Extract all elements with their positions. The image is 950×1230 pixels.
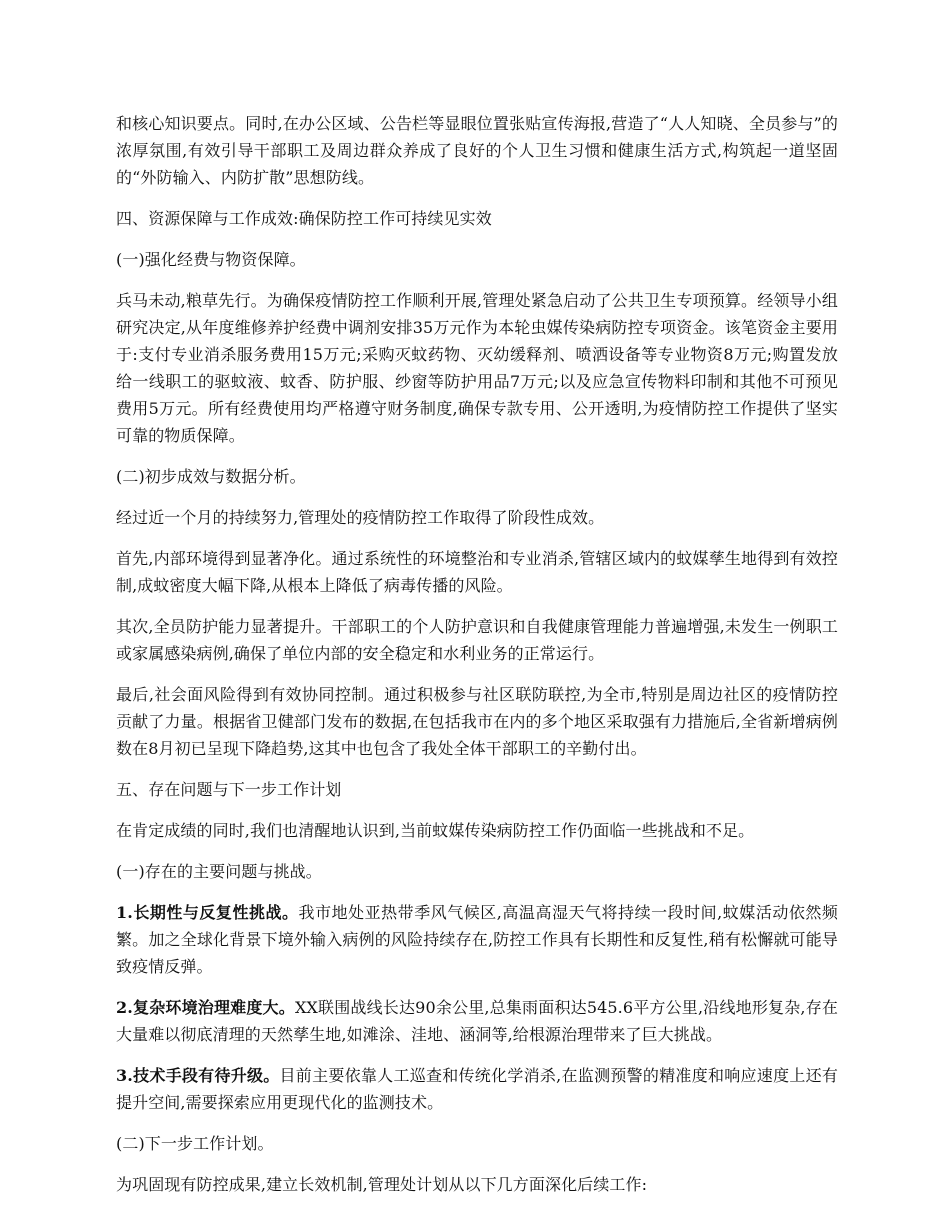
problem-3-body: 目前主要依靠人工巡查和传统化学消杀,在监测预警的精准度和响应速度上还有提升空间,需要探索应用更现代化的监测技术。 <box>116 1066 838 1112</box>
paragraph-funding: 兵马未动,粮草先行。为确保疫情防控工作顺利开展,管理处紧急启动了公共卫生专项预算。经领导小组研究决定,从年度维修养护经费中调剂安排35万元作为本轮虫媒传染病防控专项资金。该笔资金主要用于:支付专业消杀服务费用15万元;采购灭蚊药物、灭幼缓释剂、喷洒设备等专业物资8万元;购置发放给一线职工的驱蚊液、蚊香、防护服、纱窗等防护用品7万元;以及应急宣传物料印制和其他不可预见费用5万元。所有经费使用均严格遵守财务制度,确保专款专用、公开透明,为疫情防控工作提供了坚实可靠的物质保障。 <box>116 291 838 445</box>
paragraph-results-intro: 经过近一个月的持续努力,管理处的疫情防控工作取得了阶段性成效。 <box>116 508 605 527</box>
subheading-4-1: (一)强化经费与物资保障。 <box>116 250 306 269</box>
paragraph-next-plan-intro: 为巩固现有防控成果,建立长效机制,管理处计划从以下几方面深化后续工作: <box>116 1175 648 1194</box>
paragraph-problem-3 <box>116 1062 838 1116</box>
subheading-5-1: (一)存在的主要问题与挑战。 <box>116 862 322 881</box>
paragraph-problem-2 <box>116 994 838 1048</box>
problem-1-body: 我市地处亚热带季风气候区,高温高湿天气将持续一段时间,蚊媒活动依然频繁。加之全球化背景下境外输入病例的风险持续存在,防控工作具有长期性和反复性,稍有松懈就可能导致疫情反弹。 <box>116 903 839 976</box>
paragraph-results-first: 首先,内部环境得到显著净化。通过系统性的环境整治和专业消杀,管辖区域内的蚊媒孳生地得到有效控制,成蚊密度大幅下降,从根本上降低了病毒传播的风险。 <box>116 549 838 595</box>
document-page <box>116 110 838 1212</box>
section-heading-4: 四、资源保障与工作成效:确保防控工作可持续见实效 <box>116 209 492 228</box>
paragraph-results-second: 其次,全员防护能力显著提升。干部职工的个人防护意识和自我健康管理能力普遍增强,未发生一例职工或家属感染病例,确保了单位内部的安全稳定和水利业务的正常运行。 <box>116 617 838 663</box>
problem-1-title: 1.长期性与反复性挑战。 <box>116 903 299 922</box>
problem-3-title: 3.技术手段有待升级。 <box>116 1066 280 1085</box>
paragraph-problem-1 <box>116 899 838 980</box>
section-heading-5: 五、存在问题与下一步工作计划 <box>116 780 342 799</box>
problem-2-body: XX联围战线长达90余公里,总集雨面积达545.6平方公里,沿线地形复杂,存在大量难以彻底清理的天然孳生地,如滩涂、洼地、涵洞等,给根源治理带来了巨大挑战。 <box>116 998 839 1044</box>
subheading-4-2: (二)初步成效与数据分析。 <box>116 467 306 486</box>
paragraph-intro-continuation: 和核心知识要点。同时,在办公区域、公告栏等显眼位置张贴宣传海报,营造了“人人知晓、全员参与”的浓厚氛围,有效引导干部职工及周边群众养成了良好的个人卫生习惯和健康生活方式,构筑起一道坚固的“外防输入、内防扩散”思想防线。 <box>116 114 838 187</box>
subheading-5-2: (二)下一步工作计划。 <box>116 1134 274 1153</box>
problem-2-title: 2.复杂环境治理难度大。 <box>116 998 295 1017</box>
paragraph-problems-intro: 在肯定成绩的同时,我们也清醒地认识到,当前蚊媒传染病防控工作仍面临一些挑战和不足。 <box>116 821 755 840</box>
paragraph-results-last: 最后,社会面风险得到有效协同控制。通过积极参与社区联防联控,为全市,特别是周边社区的疫情防控贡献了力量。根据省卫健部门发布的数据,在包括我市在内的多个地区采取强有力措施后,全省新增病例数在8月初已呈现下降趋势,这其中也包含了我处全体干部职工的辛勤付出。 <box>116 685 838 758</box>
